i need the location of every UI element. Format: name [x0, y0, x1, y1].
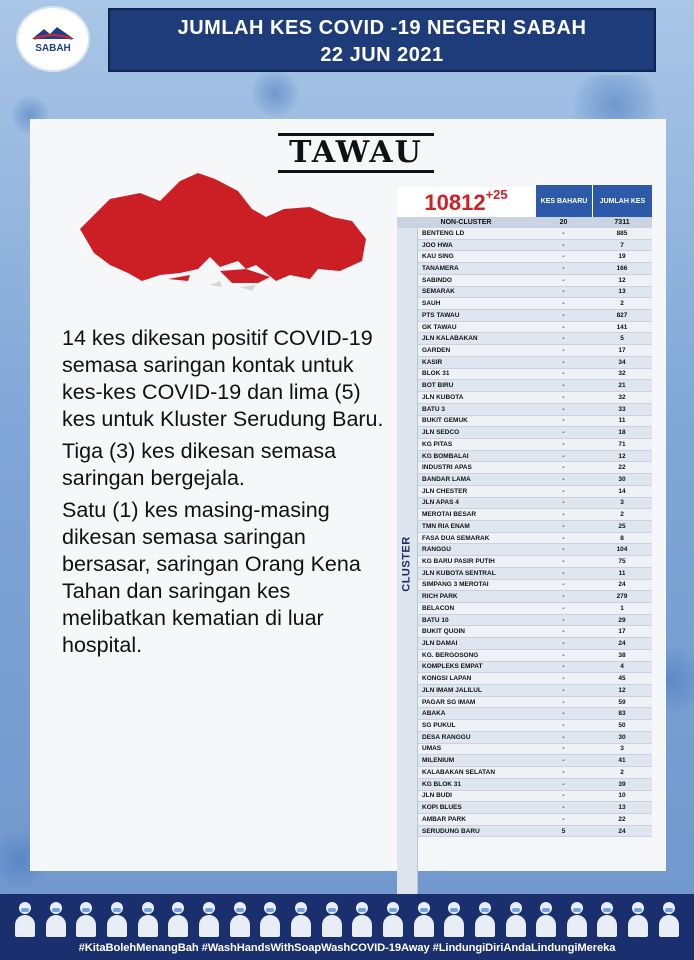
cluster-new: - [562, 347, 565, 355]
cluster-new: - [562, 487, 565, 495]
cluster-name: INDUSTRI APAS [422, 464, 472, 472]
cluster-new: - [562, 722, 565, 730]
cluster-name: JLN KUBOTA SENTRAL [422, 569, 496, 577]
table-row [418, 439, 652, 451]
person-icon [259, 898, 281, 938]
cluster-total: 141 [616, 323, 628, 331]
cluster-name: JLN CHESTER [422, 487, 468, 495]
cluster-new: - [562, 241, 565, 249]
cluster-rows [418, 228, 652, 837]
cluster-total: 29 [618, 616, 626, 624]
table-row [418, 498, 652, 510]
cluster-name: GARDEN [422, 347, 451, 355]
cluster-total: 1 [620, 604, 624, 612]
table-row [418, 580, 652, 592]
cluster-total: 39 [618, 780, 626, 788]
cluster-name: JLN SEDCO [422, 429, 460, 437]
content-panel [30, 119, 666, 871]
total-new: +25 [485, 187, 508, 202]
table-row [418, 345, 652, 357]
cluster-total: 32 [618, 393, 626, 401]
table-row [418, 333, 652, 345]
cluster-total: 38 [618, 651, 626, 659]
table-row [418, 603, 652, 615]
cluster-name: KG BOMBALAI [422, 452, 469, 460]
cluster-name: TANAMERA [422, 265, 459, 273]
table-row [418, 509, 652, 521]
table-row [418, 767, 652, 779]
cluster-new: - [562, 429, 565, 437]
cluster-total: 2 [620, 511, 624, 519]
cluster-total: 17 [618, 347, 626, 355]
logo-text: SABAH [35, 42, 71, 54]
person-icon [229, 898, 251, 938]
header-title: JUMLAH KES COVID -19 NEGERI SABAH [177, 17, 587, 39]
table-row [418, 685, 652, 697]
cluster-total: 12 [618, 452, 626, 460]
cluster-name: TMN RIA ENAM [422, 522, 470, 530]
cluster-total: 19 [618, 253, 626, 261]
virus-decoration [250, 68, 300, 118]
cluster-new: - [562, 253, 565, 261]
cluster-name: KG BLOK 31 [422, 780, 462, 788]
table-row [418, 263, 652, 275]
cluster-new: - [562, 440, 565, 448]
cluster-name: DESA RANGGU [422, 733, 471, 741]
cluster-new: - [562, 522, 565, 530]
table-row [418, 240, 652, 252]
cluster-name: KONGSI LAPAN [422, 675, 472, 683]
cluster-name: JLN BUDI [422, 792, 452, 800]
cluster-new: - [562, 604, 565, 612]
table-row [418, 544, 652, 556]
cluster-name: JOO HWA [422, 241, 453, 249]
cluster-new: - [562, 499, 565, 507]
person-icon [566, 898, 588, 938]
non-cluster-row [397, 217, 652, 228]
person-icon [505, 898, 527, 938]
cluster-new: - [562, 815, 565, 823]
table-row [418, 791, 652, 803]
cluster-total: 41 [618, 757, 626, 765]
cluster-total: 12 [618, 276, 626, 284]
table-row [418, 779, 652, 791]
cluster-new: - [562, 452, 565, 460]
cluster-name: PAGAR SG IMAM [422, 698, 476, 706]
cluster-total: 24 [618, 640, 626, 648]
table-row [418, 626, 652, 638]
table-row [418, 591, 652, 603]
cluster-name: KASIR [422, 358, 443, 366]
cluster-total: 25 [618, 522, 626, 530]
cluster-name: KAU SING [422, 253, 454, 261]
cluster-total: 4 [620, 663, 624, 671]
person-icon [474, 898, 496, 938]
table-row [418, 802, 652, 814]
person-icon [321, 898, 343, 938]
cluster-total: 18 [618, 429, 626, 437]
cluster-new: - [562, 651, 565, 659]
cluster-new: - [562, 393, 565, 401]
person-icon [45, 898, 67, 938]
cluster-name: JLN IMAM JALILUL [422, 686, 482, 694]
table-row [418, 556, 652, 568]
cluster-new: - [562, 557, 565, 565]
cluster-total: 22 [618, 464, 626, 472]
cluster-new: - [562, 417, 565, 425]
cluster-name: UMAS [422, 745, 442, 753]
person-icon [106, 898, 128, 938]
cluster-name: FASA DUA SEMARAK [422, 534, 490, 542]
person-icon [75, 898, 97, 938]
cluster-total: 30 [618, 475, 626, 483]
cluster-name: KG BARU PASIR PUTIH [422, 557, 495, 565]
cluster-total: 21 [618, 382, 626, 390]
table-row [418, 404, 652, 416]
table-row [418, 697, 652, 709]
cluster-name: SAUH [422, 300, 441, 308]
cluster-new: - [562, 288, 565, 296]
cluster-name: KG. BERGOSONG [422, 651, 479, 659]
non-cluster-total: 7311 [614, 219, 630, 226]
cluster-name: BUKIT GEMUK [422, 417, 468, 425]
paragraph-1: 14 kes dikesan positif COVID-19 semasa saringan kontak untuk kes-kes COVID-19 dan lima (5) kes untuk Kluster Serudung Baru. [62, 326, 384, 431]
table-row [418, 521, 652, 533]
cluster-new: - [562, 710, 565, 718]
table-row [418, 310, 652, 322]
cluster-name: BANDAR LAMA [422, 475, 471, 483]
person-icon [443, 898, 465, 938]
non-cluster-name: NON-CLUSTER [440, 219, 492, 226]
cluster-total: 75 [618, 557, 626, 565]
cluster-new: - [562, 475, 565, 483]
cluster-new: - [562, 581, 565, 589]
cluster-new: - [562, 276, 565, 284]
cluster-column [397, 228, 418, 900]
cluster-name: AMBAR PARK [422, 815, 466, 823]
table-row [418, 474, 652, 486]
cluster-name: BOT BIRU [422, 382, 454, 390]
table-row [418, 451, 652, 463]
cluster-label: CLUSTER [401, 536, 414, 592]
cluster-total: 11 [618, 569, 626, 577]
cluster-total: 71 [618, 440, 626, 448]
paragraph-2: Tiga (3) kes dikesan semasa saringan bergejala. [62, 439, 337, 490]
cluster-name: GK TAWAU [422, 323, 457, 331]
table-row [418, 462, 652, 474]
cluster-name: BENTENG LD [422, 229, 465, 237]
cluster-new: - [562, 370, 565, 378]
cluster-total: 3 [620, 499, 624, 507]
cluster-total: 166 [616, 265, 628, 273]
cluster-total: 104 [616, 546, 628, 554]
cluster-new: - [562, 382, 565, 390]
cluster-name: SERUDUNG BARU [422, 827, 480, 835]
cluster-total: 22 [618, 815, 626, 823]
table-row [418, 732, 652, 744]
cluster-new: - [562, 335, 565, 343]
cluster-new: - [562, 768, 565, 776]
cluster-total: 30 [618, 733, 626, 741]
table-row [418, 416, 652, 428]
person-icon [596, 898, 618, 938]
table-row [418, 251, 652, 263]
cluster-total: 13 [618, 288, 626, 296]
cluster-new: - [562, 616, 565, 624]
table-row [418, 369, 652, 381]
table-row [418, 615, 652, 627]
cluster-total: 279 [616, 593, 628, 601]
person-icon [658, 898, 680, 938]
person-icon [351, 898, 373, 938]
cluster-total: 17 [618, 628, 626, 636]
cluster-new: - [562, 511, 565, 519]
table-row [418, 662, 652, 674]
column-header-new: KES BAHARU [535, 185, 592, 217]
person-icon [535, 898, 557, 938]
tawau-map [70, 169, 370, 299]
cluster-new: - [562, 686, 565, 694]
table-row [418, 486, 652, 498]
person-icon [413, 898, 435, 938]
cluster-total: 32 [618, 370, 626, 378]
cluster-name: BELACON [422, 604, 455, 612]
cluster-new: - [562, 698, 565, 706]
cluster-total: 3 [620, 745, 624, 753]
table-row [418, 392, 652, 404]
total-cases [397, 187, 535, 217]
cluster-total: 12 [618, 686, 626, 694]
table-row [418, 708, 652, 720]
total-number: 10812 [424, 190, 486, 215]
cluster-new: - [562, 229, 565, 237]
cluster-name: MILENIUM [422, 757, 455, 765]
cluster-name: KOMPLEKS EMPAT [422, 663, 483, 671]
cluster-new: - [562, 265, 565, 273]
cluster-total: 59 [618, 698, 626, 706]
cluster-new: - [562, 757, 565, 765]
cluster-new: - [562, 300, 565, 308]
cluster-name: SIMPANG 3 MEROTAI [422, 581, 489, 589]
cluster-new: - [562, 780, 565, 788]
cluster-new: - [562, 640, 565, 648]
cluster-name: MEROTAI BESAR [422, 511, 477, 519]
table-row [418, 357, 652, 369]
cluster-total: 33 [618, 405, 626, 413]
cluster-name: JLN KUBOTA [422, 393, 464, 401]
cluster-total: 7 [620, 241, 624, 249]
header-date: 22 JUN 2021 [320, 44, 444, 66]
cluster-new: - [562, 804, 565, 812]
cluster-total: 14 [618, 487, 626, 495]
cluster-total: 11 [618, 417, 626, 425]
cluster-total: 10 [618, 792, 626, 800]
table-row [418, 380, 652, 392]
page-header [108, 8, 656, 72]
non-cluster-new: 20 [559, 219, 568, 226]
people-illustration [14, 898, 680, 938]
cluster-name: RICH PARK [422, 593, 458, 601]
district-title: TAWAU [278, 133, 434, 173]
cluster-new: - [562, 733, 565, 741]
cluster-new: - [562, 745, 565, 753]
column-header-total: JUMLAH KES [592, 185, 652, 217]
cluster-total: 24 [618, 581, 626, 589]
cluster-new: - [562, 593, 565, 601]
table-row [418, 755, 652, 767]
person-icon [290, 898, 312, 938]
cluster-name: KG PITAS [422, 440, 453, 448]
cluster-new: - [562, 534, 565, 542]
person-icon [137, 898, 159, 938]
cluster-total: 34 [618, 358, 626, 366]
cluster-total: 5 [620, 335, 624, 343]
table-row [418, 826, 652, 838]
cluster-new: 5 [561, 827, 566, 835]
person-icon [382, 898, 404, 938]
cluster-new: - [562, 569, 565, 577]
cluster-new: - [562, 628, 565, 636]
cluster-total: 13 [618, 804, 626, 812]
cluster-total: 827 [616, 311, 628, 319]
cluster-total: 50 [618, 722, 626, 730]
cluster-name: KALABAKAN SELATAN [422, 768, 496, 776]
cluster-total: 2 [620, 768, 624, 776]
table-row [418, 228, 652, 240]
person-icon [627, 898, 649, 938]
cluster-name: BATU 3 [422, 405, 445, 413]
cluster-name: PTS TAWAU [422, 311, 460, 319]
table-row [418, 298, 652, 310]
cluster-name: SABINDO [422, 276, 452, 284]
cluster-new: - [562, 358, 565, 366]
table-row [418, 427, 652, 439]
cluster-name: SG PUKUL [422, 722, 456, 730]
cluster-new: - [562, 323, 565, 331]
table-row [418, 638, 652, 650]
cluster-new: - [562, 792, 565, 800]
table-row [418, 275, 652, 287]
table-row [418, 814, 652, 826]
cluster-new: - [562, 405, 565, 413]
cluster-name: JLN KALABAKAN [422, 335, 478, 343]
table-row [418, 568, 652, 580]
paragraph-3: Satu (1) kes masing-masing dikesan semasa saringan bersasar, saringan Orang Kena Tahan dan saringan kes melibatkan kematian di luar hospital. [62, 498, 361, 657]
cluster-total: 45 [618, 675, 626, 683]
table-row [418, 650, 652, 662]
cluster-name: JLN DAMAI [422, 640, 458, 648]
table-row [418, 744, 652, 756]
cluster-name: ABAKA [422, 710, 446, 718]
cluster-name: BLOK 31 [422, 370, 450, 378]
cluster-new: - [562, 675, 565, 683]
person-icon [167, 898, 189, 938]
cluster-total: 24 [618, 827, 626, 835]
person-icon [14, 898, 36, 938]
cluster-name: SEMARAK [422, 288, 455, 296]
table-row [418, 720, 652, 732]
hashtag-line: #KitaBolehMenangBah #WashHandsWithSoapWashCOVID-19Away #LindungiDiriAndaLindungiMereka [0, 940, 694, 960]
cluster-name: KOPI BLUES [422, 804, 462, 812]
cluster-name: BATU 10 [422, 616, 449, 624]
cluster-total: 8 [620, 534, 624, 542]
mountain-icon [30, 25, 76, 41]
table-row [418, 322, 652, 334]
cluster-name: JLN APAS 4 [422, 499, 459, 507]
table-row [418, 533, 652, 545]
cluster-new: - [562, 546, 565, 554]
sabah-logo [16, 6, 90, 72]
table-row [418, 287, 652, 299]
person-icon [198, 898, 220, 938]
cluster-total: 885 [616, 229, 628, 237]
table-row [418, 673, 652, 685]
cluster-new: - [562, 311, 565, 319]
cluster-total: 2 [620, 300, 624, 308]
description-text [62, 325, 392, 664]
cluster-total: 83 [618, 710, 626, 718]
cluster-name: BUKIT QUOIN [422, 628, 465, 636]
cluster-new: - [562, 464, 565, 472]
cluster-new: - [562, 663, 565, 671]
cluster-name: RANGGU [422, 546, 451, 554]
